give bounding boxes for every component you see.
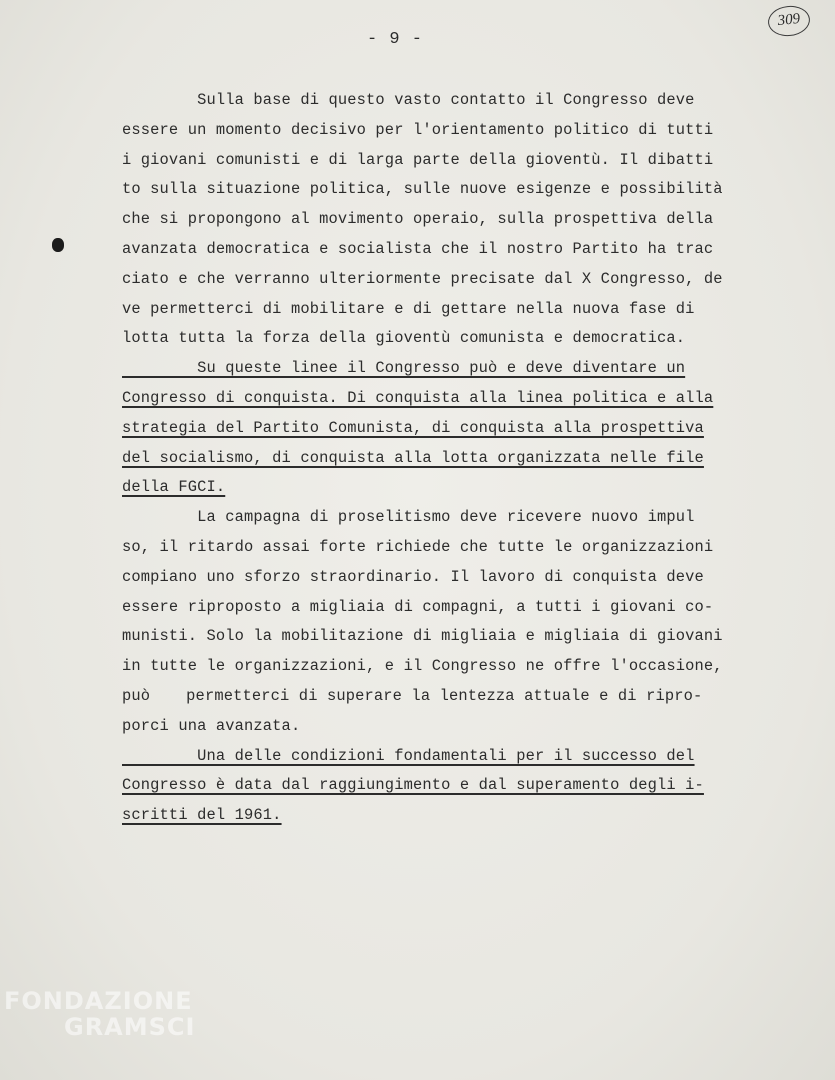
archive-number-stamp: 309 bbox=[767, 4, 812, 38]
text-line-split bbox=[122, 682, 802, 712]
text-line: so, il ritardo assai forte richiede che tutte le organizzazioni bbox=[122, 537, 714, 556]
text-line: che si propongono al movimento operaio, sulla prospettiva della bbox=[122, 210, 714, 229]
text-line: essere riproposto a migliaia di compagni, a tutti i giovani co- bbox=[122, 597, 714, 616]
binder-hole-mark bbox=[52, 238, 64, 252]
underlined-text-line: del socialismo, di conquista alla lotta organizzata nelle file bbox=[122, 448, 704, 467]
page-number: - 9 - bbox=[366, 30, 423, 49]
text-line: avanzata democratica e socialista che il nostro Partito ha trac bbox=[122, 239, 714, 258]
text-line: i giovani comunisti e di larga parte della gioventù. Il dibatti bbox=[122, 150, 714, 169]
watermark-line: FONDAZIONE bbox=[4, 987, 193, 1015]
text-fragment: permetterci di superare la lentezza attuale e di ripro- bbox=[186, 686, 703, 705]
underlined-text-line: scritti del 1961. bbox=[122, 806, 282, 825]
text-line: ciato e che verranno ulteriormente precisate dal X Congresso, de bbox=[122, 269, 723, 288]
text-line: essere un momento decisivo per l'orientamento politico di tutti bbox=[122, 120, 714, 139]
underlined-text-line: Una delle condizioni fondamentali per il successo del bbox=[122, 746, 695, 765]
underlined-text-line: Congresso di conquista. Di conquista alla linea politica e alla bbox=[122, 388, 714, 407]
fondazione-gramsci-watermark bbox=[4, 988, 204, 1040]
text-line: compiano uno sforzo straordinario. Il lavoro di conquista deve bbox=[122, 567, 704, 586]
text-line: lotta tutta la forza della gioventù comunista e democratica. bbox=[122, 329, 686, 348]
text-line: munisti. Solo la mobilitazione di migliaia e migliaia di giovani bbox=[122, 627, 723, 646]
text-fragment: può bbox=[122, 686, 151, 705]
underlined-text-line: Congresso è data dal raggiungimento e dal superamento degli i- bbox=[122, 776, 704, 795]
typewritten-body bbox=[122, 86, 802, 831]
underlined-text-line: Su queste linee il Congresso può e deve diventare un bbox=[122, 359, 686, 378]
text-line: to sulla situazione politica, sulle nuove esigenze e possibilità bbox=[122, 180, 723, 199]
text-line: ve permetterci di mobilitare e di gettare nella nuova fase di bbox=[122, 299, 695, 318]
text-line: La campagna di proselitismo deve ricevere nuovo impul bbox=[122, 508, 695, 527]
text-line: in tutte le organizzazioni, e il Congresso ne offre l'occasione, bbox=[122, 657, 723, 676]
underlined-text-line: strategia del Partito Comunista, di conquista alla prospettiva bbox=[122, 418, 704, 437]
watermark-line: GRAMSCI bbox=[64, 1013, 196, 1041]
underlined-text-line: della FGCI. bbox=[122, 478, 226, 497]
text-line: porci una avanzata. bbox=[122, 716, 301, 735]
text-line: Sulla base di questo vasto contatto il Congresso deve bbox=[122, 91, 695, 109]
